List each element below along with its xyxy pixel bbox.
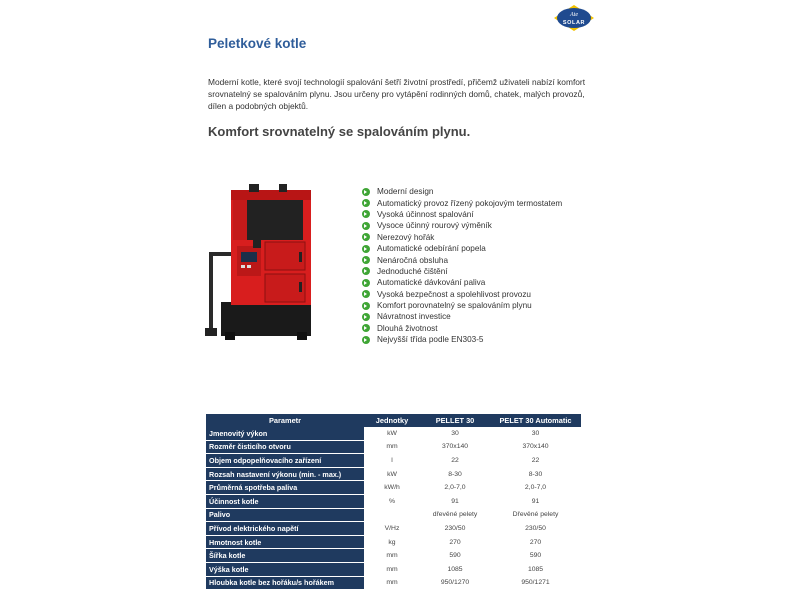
green-arrow-bullet-icon: [362, 199, 370, 207]
ate-solar-logo: [552, 4, 596, 32]
value-cell: 270: [490, 535, 581, 549]
green-arrow-bullet-icon: [362, 245, 370, 253]
feature-text: Nejvyšší třída podle EN303-5: [377, 335, 484, 345]
param-cell: Účinnost kotle: [206, 494, 364, 508]
table-row: [206, 535, 581, 549]
feature-text: Vysoce účinný rourový výměník: [377, 221, 492, 231]
green-arrow-bullet-icon: [362, 222, 370, 230]
feature-item: [362, 289, 562, 300]
table-row: [206, 549, 581, 563]
table-row: [206, 522, 581, 536]
table-row: [206, 481, 581, 495]
pellet-boiler-image: [203, 182, 323, 344]
value-cell: 2,0-7,0: [420, 481, 490, 495]
param-cell: Palivo: [206, 508, 364, 522]
value-cell: 270: [420, 535, 490, 549]
value-cell: 30: [420, 427, 490, 440]
param-cell: Objem odpopelňovacího zařízení: [206, 454, 364, 468]
column-header: Parametr: [206, 414, 364, 427]
green-arrow-bullet-icon: [362, 267, 370, 275]
feature-item: [362, 186, 562, 197]
feature-item: [362, 209, 562, 220]
feature-item: [362, 254, 562, 265]
page-title: Peletkové kotle: [208, 36, 307, 51]
feature-text: Nerezový hořák: [377, 232, 435, 242]
feature-list: [362, 186, 562, 345]
feature-text: Dlouhá životnost: [377, 323, 438, 333]
logo-badge-icon: [552, 4, 596, 32]
param-cell: Rozsah nastavení výkonu (min. - max.): [206, 467, 364, 481]
value-cell: 1085: [490, 562, 581, 576]
feature-item: [362, 300, 562, 311]
value-cell: 370x140: [490, 440, 581, 454]
spec-table: [206, 414, 581, 590]
feature-text: Jednoduché čištění: [377, 266, 448, 276]
green-arrow-bullet-icon: [362, 336, 370, 344]
unit-cell: l: [364, 454, 420, 468]
unit-cell: mm: [364, 440, 420, 454]
section-subtitle: Komfort srovnatelný se spalováním plynu.: [208, 124, 471, 139]
feature-item: [362, 334, 562, 345]
logo-line2: SOLAR: [562, 20, 586, 26]
feature-item: [362, 311, 562, 322]
feature-text: Komfort porovnatelný se spalováním plynu: [377, 301, 532, 311]
table-row: [206, 562, 581, 576]
param-cell: Hmotnost kotle: [206, 535, 364, 549]
column-header: PELLET 30: [420, 414, 490, 427]
value-cell: 950/1271: [490, 576, 581, 590]
feature-item: [362, 197, 562, 208]
feature-item: [362, 232, 562, 243]
value-cell: 590: [490, 549, 581, 563]
value-cell: 370x140: [420, 440, 490, 454]
feature-text: Vysoká bezpečnost a spolehlivost provozu: [377, 289, 531, 299]
table-row: [206, 508, 581, 522]
unit-cell: mm: [364, 562, 420, 576]
value-cell: 1085: [420, 562, 490, 576]
param-cell: Jmenovitý výkon: [206, 427, 364, 440]
green-arrow-bullet-icon: [362, 324, 370, 332]
feature-text: Automatické dávkování paliva: [377, 278, 486, 288]
table-row: [206, 467, 581, 481]
feature-item: [362, 323, 562, 334]
unit-cell: V/Hz: [364, 522, 420, 536]
feature-text: Vysoká účinnost spalování: [377, 209, 474, 219]
value-cell: 950/1270: [420, 576, 490, 590]
green-arrow-bullet-icon: [362, 313, 370, 321]
param-cell: Přívod elektrického napětí: [206, 522, 364, 536]
feature-text: Moderní design: [377, 187, 434, 197]
table-row: [206, 494, 581, 508]
value-cell: 30: [490, 427, 581, 440]
feature-text: Automatický provoz řízený pokojovým termostatem: [377, 198, 563, 208]
value-cell: dřevěné pelety: [420, 508, 490, 522]
table-row: [206, 440, 581, 454]
value-cell: 8-30: [420, 467, 490, 481]
green-arrow-bullet-icon: [362, 279, 370, 287]
unit-cell: mm: [364, 549, 420, 563]
column-header: PELET 30 Automatic: [490, 414, 581, 427]
unit-cell: kW/h: [364, 481, 420, 495]
green-arrow-bullet-icon: [362, 290, 370, 298]
green-arrow-bullet-icon: [362, 188, 370, 196]
value-cell: 8-30: [490, 467, 581, 481]
logo-line1: Ate: [570, 12, 578, 18]
feature-item: [362, 243, 562, 254]
value-cell: 230/50: [420, 522, 490, 536]
value-cell: 22: [490, 454, 581, 468]
unit-cell: kW: [364, 467, 420, 481]
column-header: Jednotky: [364, 414, 420, 427]
value-cell: 230/50: [490, 522, 581, 536]
table-row: [206, 454, 581, 468]
unit-cell: [364, 508, 420, 522]
feature-item: [362, 220, 562, 231]
param-cell: Hloubka kotle bez hořáku/s hořákem: [206, 576, 364, 590]
unit-cell: kg: [364, 535, 420, 549]
value-cell: Dřevěné pelety: [490, 508, 581, 522]
feature-item: [362, 277, 562, 288]
feature-text: Nenáročná obsluha: [377, 255, 449, 265]
intro-paragraph: Moderní kotle, které svojí technologií spalování šetří životní prostředí, přičemž uživateli nabízí komfort srovnatelný se spalováním plynu. Jsou určeny pro vytápění rodinných domů, chatek, malých provozů, dílen a podobných objektů.: [208, 77, 586, 111]
green-arrow-bullet-icon: [362, 302, 370, 310]
feature-item: [362, 266, 562, 277]
value-cell: 2,0-7,0: [490, 481, 581, 495]
param-cell: Rozměr čisticího otvoru: [206, 440, 364, 454]
green-arrow-bullet-icon: [362, 233, 370, 241]
table-row: [206, 576, 581, 590]
param-cell: Výška kotle: [206, 562, 364, 576]
boiler-illustration-icon: [203, 182, 323, 344]
table-header-row: [206, 414, 581, 427]
param-cell: Průměrná spotřeba paliva: [206, 481, 364, 495]
value-cell: 91: [420, 494, 490, 508]
unit-cell: mm: [364, 576, 420, 590]
param-cell: Šířka kotle: [206, 549, 364, 563]
unit-cell: kW: [364, 427, 420, 440]
green-arrow-bullet-icon: [362, 210, 370, 218]
value-cell: 22: [420, 454, 490, 468]
value-cell: 590: [420, 549, 490, 563]
green-arrow-bullet-icon: [362, 256, 370, 264]
unit-cell: %: [364, 494, 420, 508]
table-row: [206, 427, 581, 440]
feature-text: Automatické odebírání popela: [377, 244, 486, 254]
feature-text: Návratnost investice: [377, 312, 451, 322]
value-cell: 91: [490, 494, 581, 508]
